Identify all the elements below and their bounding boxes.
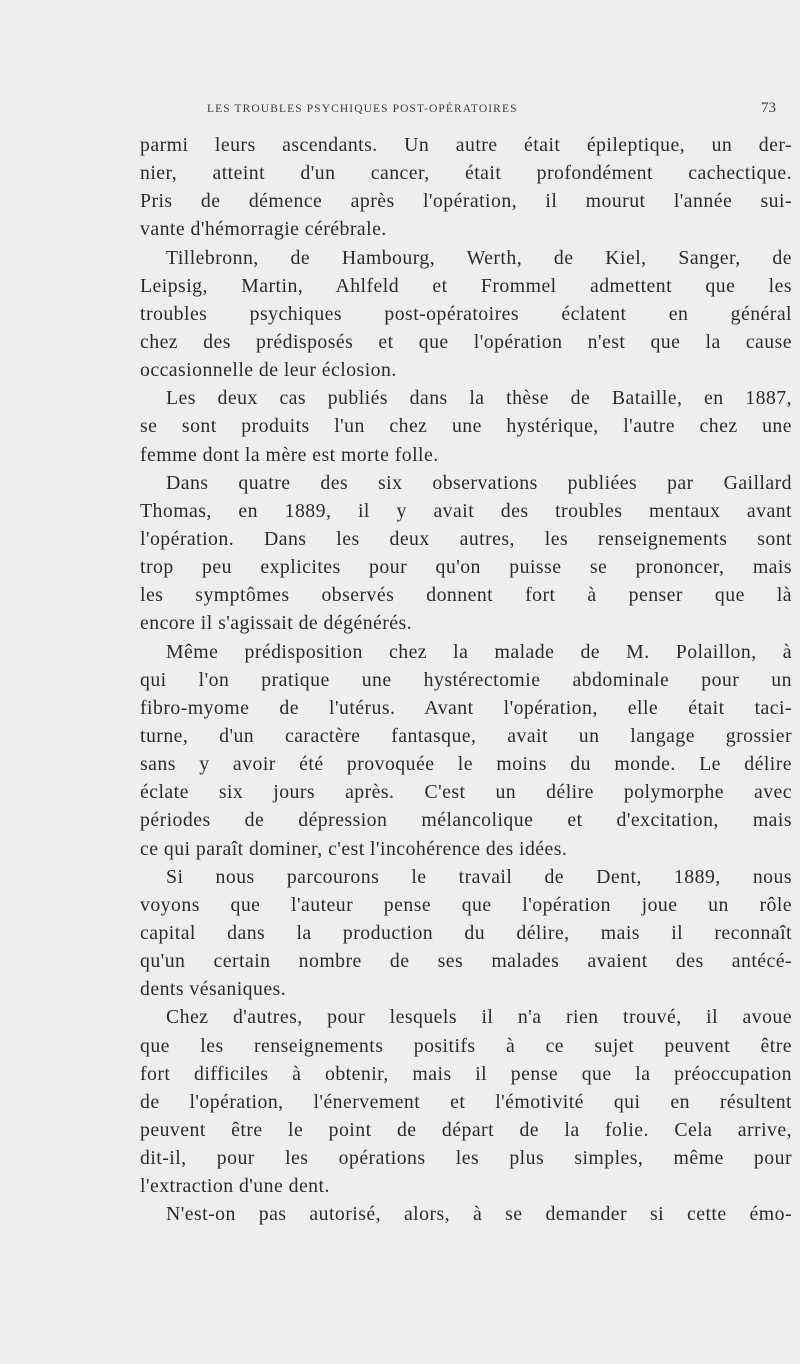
text-line: Chez d'autres, pour lesquels il n'a rien trouvé, il avoue xyxy=(166,1006,792,1029)
text-line: que les renseignements positifs à ce sujet peuvent être xyxy=(140,1034,792,1057)
text-line: se sont produits l'un chez une hystérique, l'autre chez une xyxy=(140,415,792,438)
text-line: périodes de dépression mélancolique et d'excitation, mais xyxy=(140,809,792,832)
text-line: capital dans la production du délire, mais il reconnaît xyxy=(140,921,792,944)
text-line: Tillebronn, de Hambourg, Werth, de Kiel, Sanger, de xyxy=(166,246,792,269)
text-line: de l'opération, l'énervement et l'émotivité qui en résultent xyxy=(140,1090,792,1113)
text-line: qu'un certain nombre de ses malades avaient des antécé- xyxy=(140,950,792,973)
text-line: Pris de démence après l'opération, il mourut l'année sui- xyxy=(140,190,792,213)
text-line: Thomas, en 1889, il y avait des troubles mentaux avant xyxy=(140,499,792,522)
text-line: les symptômes observés donnent fort à penser que là xyxy=(140,584,792,607)
text-line: l'opération. Dans les deux autres, les renseignements sont xyxy=(140,527,792,550)
text-line: nier, atteint d'un cancer, était profondément cachectique. xyxy=(140,162,792,185)
text-line: encore il s'agissait de dégénérés. xyxy=(140,612,413,635)
text-line: N'est-on pas autorisé, alors, à se demander si cette émo- xyxy=(166,1203,792,1226)
text-line: parmi leurs ascendants. Un autre était épileptique, un der- xyxy=(140,134,792,156)
text-line: qui l'on pratique une hystérectomie abdominale pour un xyxy=(140,668,792,691)
text-line: turne, d'un caractère fantasque, avait un langage grossier xyxy=(140,724,792,747)
text-line: Leipsig, Martin, Ahlfeld et Frommel admettent que les xyxy=(140,274,792,297)
text-line: Même prédisposition chez la malade de M. Polaillon, à xyxy=(166,640,792,663)
text-line: l'extraction d'une dent. xyxy=(140,1175,330,1198)
text-line: trop peu explicites pour qu'on puisse se prononcer, mais xyxy=(140,556,792,579)
running-header xyxy=(207,100,787,120)
text-line: vante d'hémorragie cérébrale. xyxy=(140,218,387,241)
text-line: dents vésaniques. xyxy=(140,978,287,1001)
body-text xyxy=(140,131,792,1228)
text-line: fibro-myome de l'utérus. Avant l'opération, elle était taci- xyxy=(140,696,792,719)
running-title: LES TROUBLES PSYCHIQUES POST-OPÉRATOIRES xyxy=(207,103,518,115)
text-line: peuvent être le point de départ de la folie. Cela arrive, xyxy=(140,1118,792,1141)
text-line: fort difficiles à obtenir, mais il pense que la préoccupation xyxy=(140,1062,792,1085)
text-line: éclate six jours après. C'est un délire polymorphe avec xyxy=(140,781,792,804)
text-line: voyons que l'auteur pense que l'opération joue un rôle xyxy=(140,893,792,916)
text-line: troubles psychiques post-opératoires éclatent en général xyxy=(140,302,792,325)
text-line: sans y avoir été provoquée le moins du monde. Le délire xyxy=(140,753,792,776)
text-line: Les deux cas publiés dans la thèse de Bataille, en 1887, xyxy=(166,387,792,410)
page-number: 73 xyxy=(761,100,776,116)
text-line: Si nous parcourons le travail de Dent, 1889, nous xyxy=(166,865,792,888)
text-line: femme dont la mère est morte folle. xyxy=(140,443,439,466)
text-line: dit-il, pour les opérations les plus simples, même pour xyxy=(140,1147,792,1170)
text-line: ce qui paraît dominer, c'est l'incohérence des idées. xyxy=(140,837,568,860)
text-line: occasionnelle de leur éclosion. xyxy=(140,359,397,382)
text-line: chez des prédisposés et que l'opération n'est que la cause xyxy=(140,330,792,353)
text-line: Dans quatre des six observations publiées par Gaillard xyxy=(166,471,792,494)
